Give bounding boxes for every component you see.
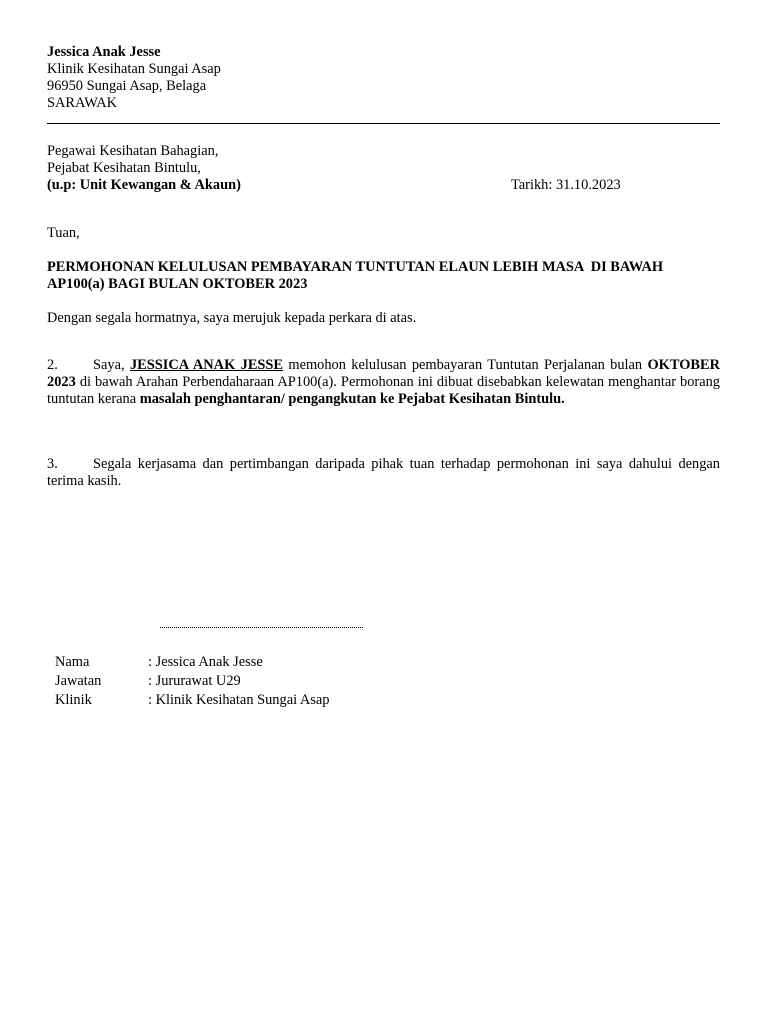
signature-label: Nama [55, 654, 90, 670]
paragraph-2-text-3: di bawah Arahan Perbendaharaan AP100(a). Permohonan ini dibuat disebabkan kelewatan menghantar borang tuntutan kerana [47, 374, 720, 407]
signature-row-clinic [55, 692, 329, 711]
paragraph-3-text: Segala kerjasama dan pertimbangan daripada pihak tuan terhadap permohonan ini saya dahului dengan terima kasih. [47, 456, 720, 489]
signature-details [55, 654, 329, 711]
sender-address-line-3: SARAWAK [47, 95, 118, 111]
salutation: Tuan, [47, 225, 80, 241]
signature-label: Jawatan [55, 673, 102, 689]
signature-label: Klinik [55, 692, 92, 708]
sender-address-line-1: Klinik Kesihatan Sungai Asap [47, 61, 221, 77]
paragraph-2-text-2: memohon kelulusan pembayaran Tuntutan Perjalanan bulan [283, 357, 648, 373]
signature-value: : Jessica Anak Jesse [148, 654, 263, 670]
letter-date: Tarikh: 31.10.2023 [511, 177, 621, 193]
applicant-name: JESSICA ANAK JESSE [129, 357, 284, 373]
claim-month: OKTOBER 2023 [47, 357, 720, 390]
header-divider [47, 123, 720, 124]
delay-reason: masalah penghantaran/ pengangkutan ke Pejabat Kesihatan Bintulu. [139, 391, 565, 407]
signature-line [160, 627, 363, 628]
sender-name: Jessica Anak Jesse [47, 44, 161, 60]
subject-line-2: AP100(a) BAGI BULAN OKTOBER 2023 [47, 276, 308, 292]
paragraph-3-number: 3. [47, 456, 58, 472]
recipient-line-2: Pejabat Kesihatan Bintulu, [47, 160, 201, 176]
signature-value: : Jururawat U29 [148, 673, 241, 689]
opening-paragraph: Dengan segala hormatnya, saya merujuk kepada perkara di atas. [47, 310, 417, 326]
subject-line-1: PERMOHONAN KELULUSAN PEMBAYARAN TUNTUTAN ELAUN LEBIH MASA DI BAWAH [47, 259, 664, 275]
signature-row-name [55, 654, 329, 673]
signature-row-position [55, 673, 329, 692]
recipient-line-3: (u.p: Unit Kewangan & Akaun) [47, 177, 241, 193]
paragraph-2 [47, 357, 720, 408]
paragraph-3 [47, 456, 720, 490]
recipient-line-1: Pegawai Kesihatan Bahagian, [47, 143, 219, 159]
paragraph-2-text-1: Saya, [93, 357, 130, 373]
sender-address-line-2: 96950 Sungai Asap, Belaga [47, 78, 207, 94]
signature-value: : Klinik Kesihatan Sungai Asap [148, 692, 330, 708]
paragraph-2-number: 2. [47, 357, 58, 373]
